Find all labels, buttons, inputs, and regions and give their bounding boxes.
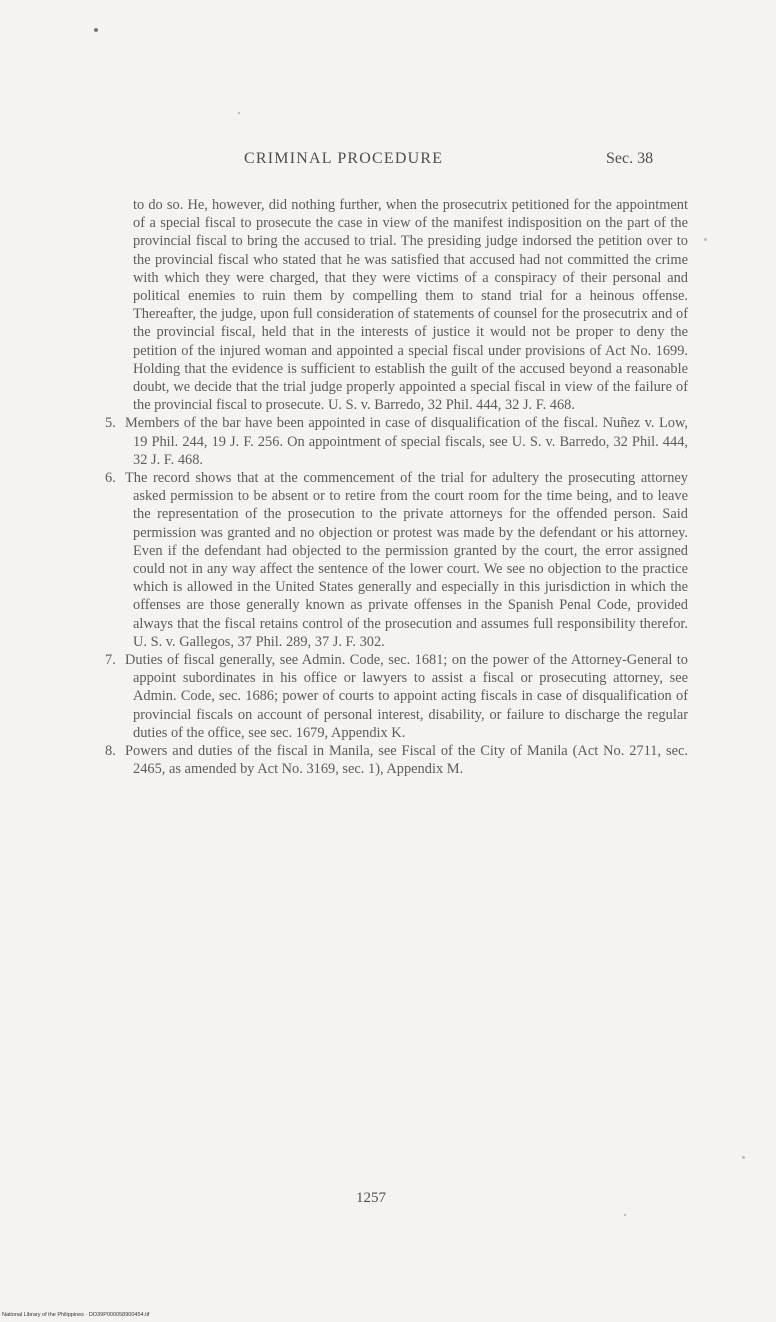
section-number: Sec. 38 (606, 150, 654, 167)
page-number: 1257 (356, 1190, 386, 1206)
note-item-6 (88, 469, 688, 651)
running-header (0, 150, 776, 172)
note-number: 6. (105, 470, 116, 487)
note-item-5 (88, 414, 688, 469)
note-text: Duties of fiscal generally, see Admin. Code, sec. 1681; on the power of the Attorney-General to appoint subordinates in his office or lawyers to assist a fiscal or prosecuting attorney, see Admin. Code, sec. 1686; power of courts to appoint acting fiscals in case of disqualification of provincial fiscals on account of personal interest, disability, or failure to discharge the regular duties of the office, see sec. 1679, Appendix K. (125, 652, 688, 741)
scan-speck (624, 1214, 626, 1216)
note-number: 7. (105, 652, 116, 669)
note-item-7 (88, 651, 688, 742)
note-item-8 (88, 742, 688, 778)
paragraph-text: to do so. He, however, did nothing further, when the prosecutrix petitioned for the appointment of a special fiscal to prosecute the case in view of the manifest indisposition on the part of the provincial fiscal to bring the accused to trial. The presiding judge indorsed the petition over to the provincial fiscal who stated that he was satisfied that accused had not committed the crime with which they were charged, that they were victims of a conspiracy of their personal and political enemies to ruin them by compelling them to stand trial for a heinous offense. Thereafter, the judge, upon full consideration of statements of counsel for the prosecutrix and of the provincial fiscal, held that in the interests of justice it would not be proper to deny the petition of the injured woman and appointed a special fiscal under provisions of Act No. 1699. Holding that the evidence is sufficient to establish the guilt of the accused beyond a reasonable doubt, we decide that the trial judge properly appointed a special fiscal in view of the failure of the provincial fiscal to prosecute. U. S. v. Barredo, 32 Phil. 444, 32 J. F. 468. (133, 197, 688, 414)
note-number: 5. (105, 415, 116, 432)
paragraph-continuation (88, 196, 688, 414)
note-text: Members of the bar have been appointed in case of disqualification of the fiscal. Nuñez v. Low, 19 Phil. 244, 19 J. F. 256. On appointment of special fiscals, see U. S. v. Barredo, 32 Phil. 444, 32 J. F. 468. (125, 415, 688, 468)
running-title: CRIMINAL PROCEDURE (244, 150, 444, 167)
scan-speck (94, 28, 98, 32)
note-number: 8. (105, 743, 116, 760)
page-body (88, 196, 688, 779)
scan-speck (704, 238, 707, 241)
scan-speck (238, 112, 240, 114)
scan-speck (742, 1156, 745, 1159)
note-text: Powers and duties of the fiscal in Manila, see Fiscal of the City of Manila (Act No. 2711, sec. 2465, as amended by Act No. 3169, sec. 1), Appendix M. (125, 743, 688, 778)
note-text: The record shows that at the commencement of the trial for adultery the prosecuting attorney asked permission to be absent or to retire from the court room for the time being, and to leave the representation of the prosecution to the private attorneys for the offended person. Said permission was granted and no objection or protest was made by the defendant or his attorney. Even if the defendant had objected to the permission granted by the court, the error assigned could not in any way affect the sentence of the lower court. We see no objection to the practice which is allowed in the United States generally and especially in this jurisdiction in which the offenses are those generally known as private offenses in the Spanish Penal Code, provided always that the fiscal retains control of the prosecution and assumes full responsibility therefor. U. S. v. Gallegos, 37 Phil. 289, 37 J. F. 302. (125, 470, 688, 650)
scan-footer: National Library of the Philippines · DO39P000058900454.tif (2, 1312, 150, 1318)
